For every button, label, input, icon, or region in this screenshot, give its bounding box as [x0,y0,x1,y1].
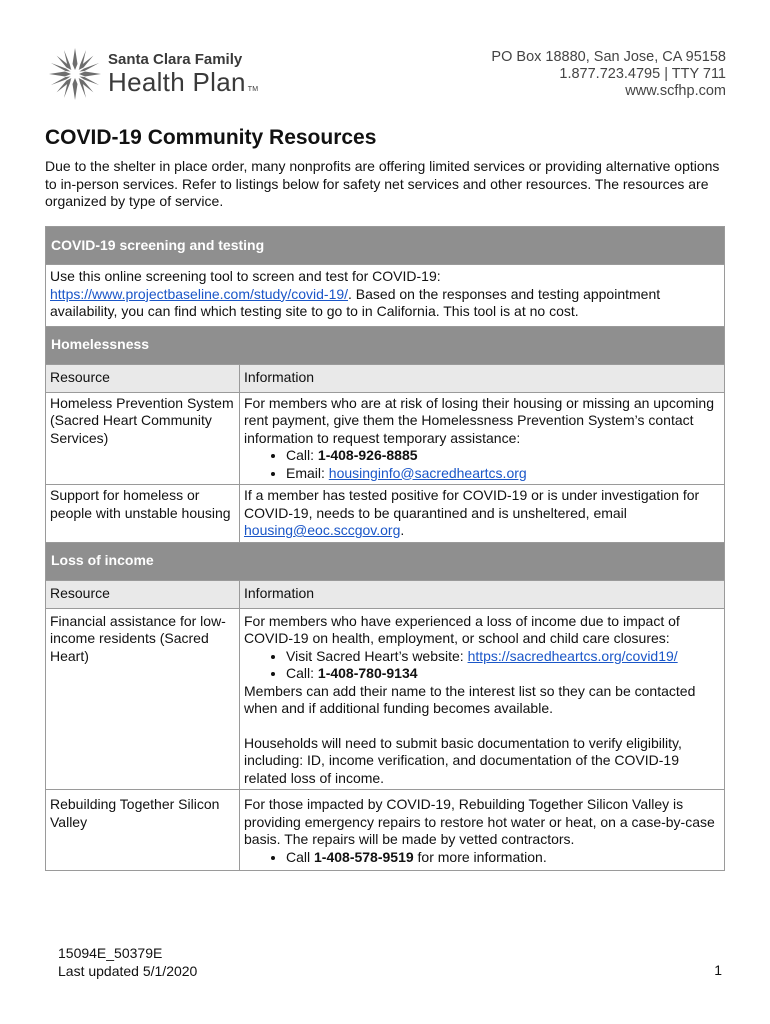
resource-name: Financial assistance for low-income residents (Sacred Heart) [46,608,240,790]
contact-list [286,648,719,683]
list-item [286,648,719,666]
table-row [46,608,725,790]
column-header-resource: Resource [46,364,240,392]
eoc-housing-email-link[interactable]: housing@eoc.sccgov.org [244,522,401,538]
screening-row [46,265,725,327]
starburst-logo-icon [46,44,104,104]
contact-list [286,447,719,482]
list-item [286,849,719,867]
table-row [46,485,725,543]
info-note: Members can add their name to the interest list so they can be contacted when and if additional funding becomes available. [244,682,696,716]
contact-website[interactable]: www.scfhp.com [625,83,726,99]
page-number: 1 [714,962,722,978]
phone-number: 1-408-578-9519 [314,848,414,865]
housinginfo-email-link[interactable]: housinginfo@sacredheartcs.org [328,464,527,481]
info-period: . [400,522,405,538]
resource-name: Homeless Prevention System (Sacred Heart Community Services) [46,392,240,485]
visit-label: Visit Sacred Heart’s website: [286,647,468,664]
column-header-row [46,580,725,608]
section-title-income: Loss of income [46,542,725,580]
section-title-screening: COVID-19 screening and testing [46,227,725,265]
contact-list [286,849,719,867]
contact-phone: 1.877.723.4795 | TTY 711 [559,66,726,82]
page-header [46,42,726,106]
screening-text-a: Use this online screening tool to screen and test for COVID-19: [50,268,441,284]
column-header-information: Information [240,580,725,608]
list-item [286,665,719,683]
table-row [46,392,725,485]
scfhp-logo [46,42,306,106]
call-label: Call: [286,665,318,681]
paragraph-gap [244,718,719,735]
phone-number: 1-408-926-8885 [317,447,418,463]
resource-information [240,608,725,790]
trademark-mark: TM [247,86,259,93]
section-header-homelessness [46,326,725,364]
info-text: For members who are at risk of losing their housing or missing an upcoming rent payment, give them the Homelessness Prevention System’s contact information to request temporary assistance: [244,394,714,446]
resource-name: Support for homeless or people with unstable housing [46,485,240,543]
screening-text-b: . Based on the responses and testing appointment availability, you can find which testing site to go to in California. This tool is at no cost. [50,285,661,319]
list-item [286,465,719,483]
section-title-homelessness: Homelessness [46,326,725,364]
page-footer [58,945,197,980]
resource-information [240,485,725,543]
table-row [46,790,725,871]
projectbaseline-link[interactable]: https://www.projectbaseline.com/study/covid-19/ [50,285,349,302]
column-header-row [46,364,725,392]
info-text: If a member has tested positive for COVID-19 or is under investigation for COVID-19, needs to be quarantined and is unsheltered, email [244,487,700,521]
last-updated: Last updated 5/1/2020 [58,962,198,979]
section-header-income [46,542,725,580]
call-suffix: for more information. [413,848,547,865]
call-label: Call [286,848,315,865]
page-title: COVID-19 Community Resources [45,126,377,149]
sacredheart-covid19-link[interactable]: https://sacredheartcs.org/covid19/ [467,647,678,664]
resource-information [240,392,725,485]
info-text: For members who have experienced a loss of income due to impact of COVID-19 on health, employment, or school and child care closures: [244,612,680,646]
list-item [286,447,719,465]
info-note: Households will need to submit basic documentation to verify eligibility, including: ID, income verification, and documentation of the COVID-19 related loss of income. [244,734,682,786]
email-label: Email: [286,464,329,481]
phone-number: 1-408-780-9134 [317,665,418,681]
logo-org-name: Health Plan [108,67,246,97]
intro-paragraph: Due to the shelter in place order, many nonprofits are offering limited services or providing alternative options to in-person services. Refer to listings below for safety net services and other resources. The resources are organized by type of service. [45,158,720,209]
column-header-resource: Resource [46,580,240,608]
resource-information [240,790,725,871]
logo-org-line2 [108,67,258,98]
column-header-information: Information [240,364,725,392]
document-code: 15094E_50379E [58,945,163,961]
resource-name: Rebuilding Together Silicon Valley [46,790,240,871]
logo-org-line1: Santa Clara Family [108,51,243,68]
info-text: For those impacted by COVID-19, Rebuilding Together Silicon Valley is providing emergency repairs to restore hot water or heat, on a case-by-case basis. The repairs will be made by vetted contractors. [244,796,715,847]
resources-table [45,226,725,871]
contact-address: PO Box 18880, San Jose, CA 95158 [491,49,726,65]
contact-block [491,49,726,100]
screening-cell [46,265,725,327]
call-label: Call: [286,447,318,463]
section-header-screening [46,227,725,265]
